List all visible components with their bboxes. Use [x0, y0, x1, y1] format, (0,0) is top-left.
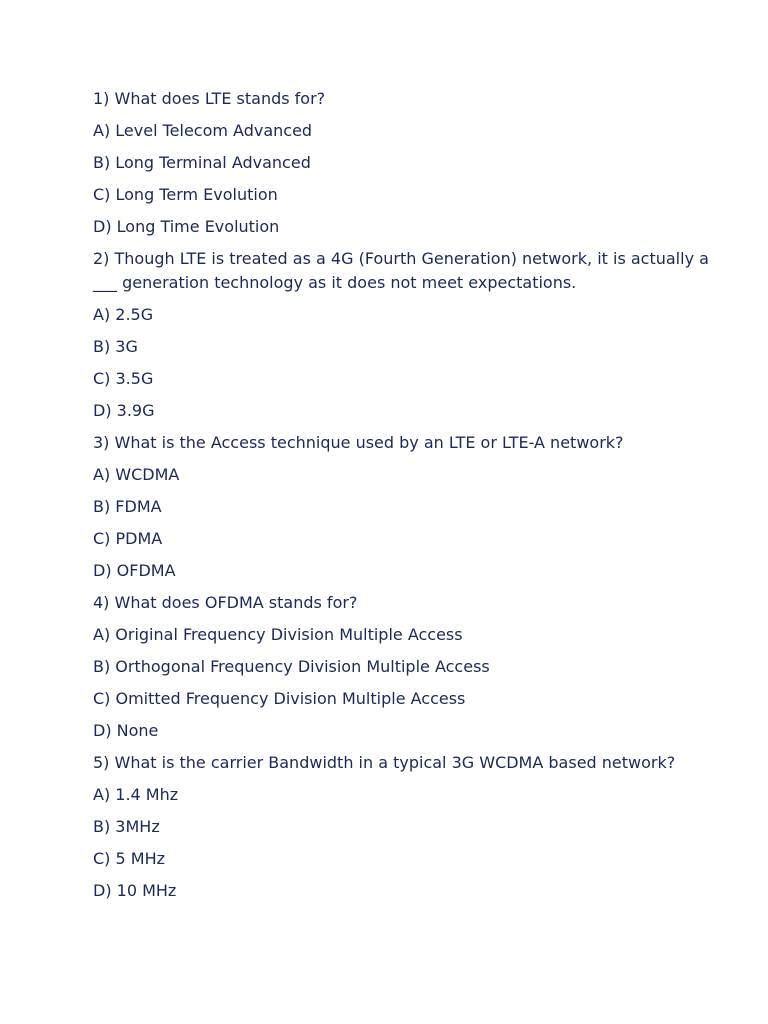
answer-option: A) 1.4 Mhz — [93, 785, 179, 804]
answer-option: D) 10 MHz — [93, 881, 177, 900]
question-4 — [93, 591, 733, 743]
question-2 — [93, 247, 733, 423]
answer-option: C) 3.5G — [93, 369, 154, 388]
question-text: 3) What is the Access technique used by an LTE or LTE-A network? — [93, 433, 624, 452]
answer-option: D) None — [93, 721, 159, 740]
answer-option: B) Long Terminal Advanced — [93, 153, 311, 172]
answer-option: D) 3.9G — [93, 401, 155, 420]
answer-option: A) WCDMA — [93, 465, 180, 484]
question-text: 1) What does LTE stands for? — [93, 89, 326, 108]
answer-option: B) FDMA — [93, 497, 162, 516]
question-text: 4) What does OFDMA stands for? — [93, 593, 358, 612]
question-1 — [93, 87, 733, 239]
question-5 — [93, 751, 733, 903]
answer-option: C) 5 MHz — [93, 849, 165, 868]
question-text: 5) What is the carrier Bandwidth in a typical 3G WCDMA based network? — [93, 753, 676, 772]
answer-option: B) Orthogonal Frequency Division Multiple Access — [93, 657, 490, 676]
answer-option: A) 2.5G — [93, 305, 154, 324]
answer-option: D) OFDMA — [93, 561, 176, 580]
answer-option: A) Original Frequency Division Multiple Access — [93, 625, 463, 644]
answer-option: C) PDMA — [93, 529, 163, 548]
question-3 — [93, 431, 733, 583]
document-page — [93, 87, 733, 911]
answer-option: A) Level Telecom Advanced — [93, 121, 313, 140]
answer-option: C) Omitted Frequency Division Multiple Access — [93, 689, 466, 708]
answer-option: B) 3MHz — [93, 817, 160, 836]
answer-option: B) 3G — [93, 337, 138, 356]
question-text: 2) Though LTE is treated as a 4G (Fourth Generation) network, it is actually a ___ generation technology as it does not meet expectations. — [93, 249, 709, 292]
answer-option: D) Long Time Evolution — [93, 217, 280, 236]
answer-option: C) Long Term Evolution — [93, 185, 278, 204]
